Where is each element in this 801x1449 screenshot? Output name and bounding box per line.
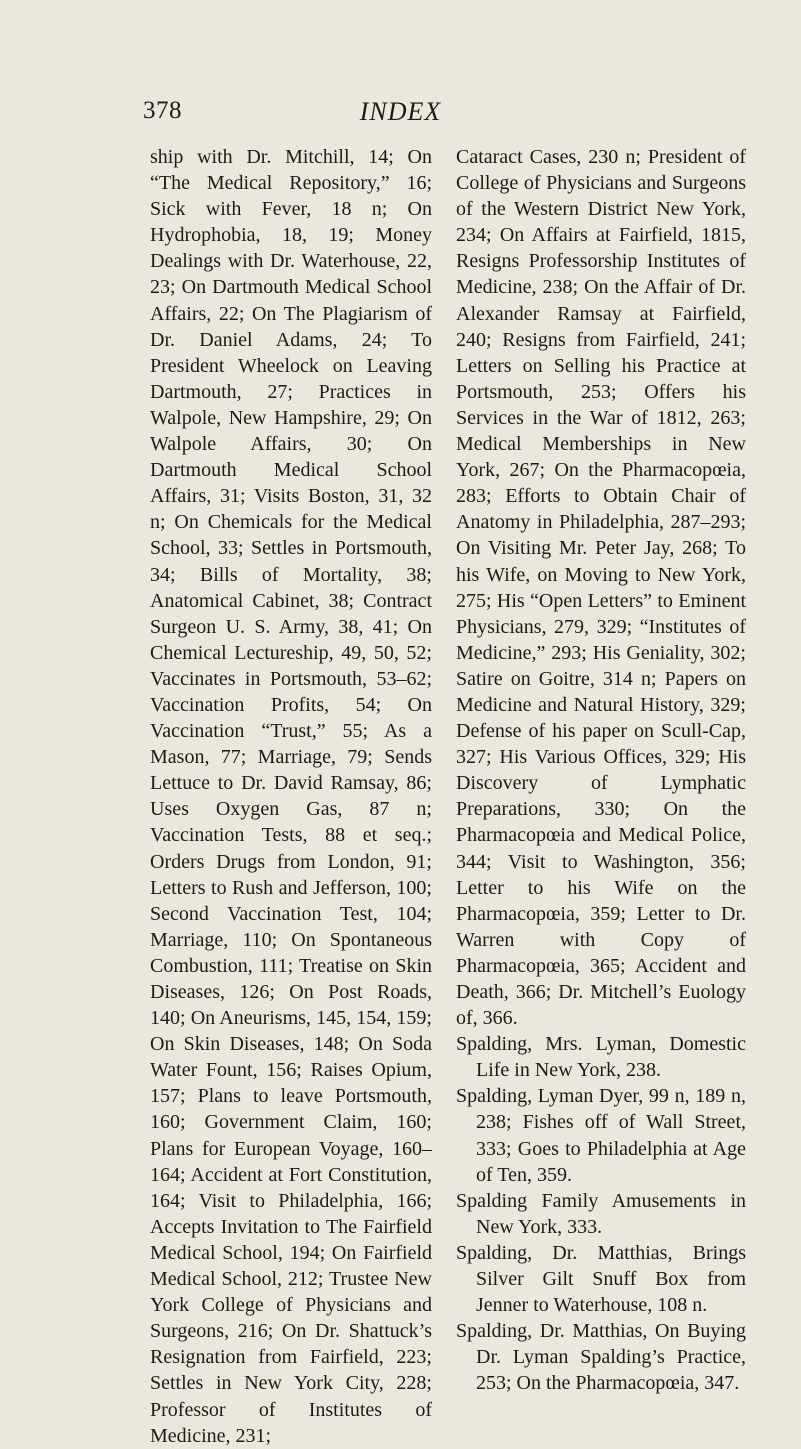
running-title: INDEX	[359, 97, 442, 126]
index-entry: Spalding, Dr. Matthias, Brings Silver Gilt Snuff Box from Jenner to Waterhouse, 108 n.	[456, 1241, 746, 1317]
right-column	[456, 144, 746, 1397]
page-header	[0, 97, 801, 137]
page-number: 378	[143, 97, 182, 124]
index-entry: Spalding, Dr. Matthias, On Buying Dr. Lyman Spalding’s Practice, 253; On the Pharmacopœia, 347.	[456, 1320, 746, 1395]
index-entry-continuation: Cataract Cases, 230 n; President of College of Physicians and Surgeons of the Western District New York, 234; On Affairs at Fairfield, 1815, Resigns Professorship Institutes of Medicine, 238; On the Affair of Dr. Alexander Ramsay at Fairfield, 240; Resigns from Fairfield, 241; Letters on Selling his Practice at Portsmouth, 253; Offers his Services in the War of 1812, 263; Medical Memberships in New York, 267; On the Pharmacopœia, 283; Efforts to Obtain Chair of Anatomy in Philadelphia, 287–293; On Visiting Mr. Peter Jay, 268; To his Wife, on Moving to New York, 275; His “Open Letters” to Eminent Physicians, 279, 329; “Institutes of Medicine,” 293; His Geniality, 302; Satire on Goitre, 314 n; Papers on Medicine and Natural History, 329; Defense of his paper on Scull-Cap, 327; His Various Offices, 329; His Discovery of Lymphatic Preparations, 330; On the Pharmacopœia and Medical Police, 344; Visit to Washington, 356; Letter to his Wife on the Pharmacopœia, 359; Letter to Dr. Warren with Copy of Pharmacopœia, 365; Accident and Death, 366; Dr. Mitchell’s Euology of, 366.	[456, 146, 746, 1030]
index-entry-continuation: ship with Dr. Mitchill, 14; On “The Medical Repository,” 16; Sick with Fever, 18 n; On Hydrophobia, 18, 19; Money Dealings with Dr. Waterhouse, 22, 23; On Dartmouth Medical School Affairs, 22; On The Plagiarism of Dr. Daniel Adams, 24; To President Wheelock on Leaving Dartmouth, 27; Practices in Walpole, New Hampshire, 29; On Walpole Affairs, 30; On Dartmouth Medical School Affairs, 31; Visits Boston, 31, 32 n; On Chemicals for the Medical School, 33; Settles in Portsmouth, 34; Bills of Mortality, 38; Anatomical Cabinet, 38; Contract Surgeon U. S. Army, 38, 41; On Chemical Lectureship, 49, 50, 52; Vaccinates in Portsmouth, 53–62; Vaccination Profits, 54; On Vaccination “Trust,” 55; As a Mason, 77; Marriage, 79; Sends Lettuce to Dr. David Ramsay, 86; Uses Oxygen Gas, 87 n; Vaccination Tests, 88 et seq.; Orders Drugs from London, 91; Letters to Rush and Jefferson, 100; Second Vaccination Test, 104; Marriage, 110; On Spontaneous Combustion, 111; Treatise on Skin Diseases, 126; On Post Roads, 140; On Aneurisms, 145, 154, 159; On Skin Diseases, 148; On Soda Water Fount, 156; Raises Opium, 157; Plans to leave Portsmouth, 160; Government Claim, 160; Plans for European Voyage, 160–164; Accident at Fort Constitution, 164; Visit to Philadelphia, 166; Accepts Invitation to The Fairfield Medical School, 194; On Fairfield Medical School, 212; Trustee New York College of Physicians and Surgeons, 216; On Dr. Shattuck’s Resignation from Fairfield, 223; Settles in New York City, 228; Professor of Institutes of Medicine, 231;	[150, 146, 432, 1447]
index-entry: Spalding, Mrs. Lyman, Domestic Life in New York, 238.	[456, 1033, 746, 1082]
index-entry: Spalding, Lyman Dyer, 99 n, 189 n, 238; Fishes off of Wall Street, 333; Goes to Philadelphia at Age of Ten, 359.	[456, 1085, 746, 1186]
left-column	[150, 144, 432, 1449]
index-entry: Spalding Family Amusements in New York, 333.	[456, 1189, 746, 1238]
